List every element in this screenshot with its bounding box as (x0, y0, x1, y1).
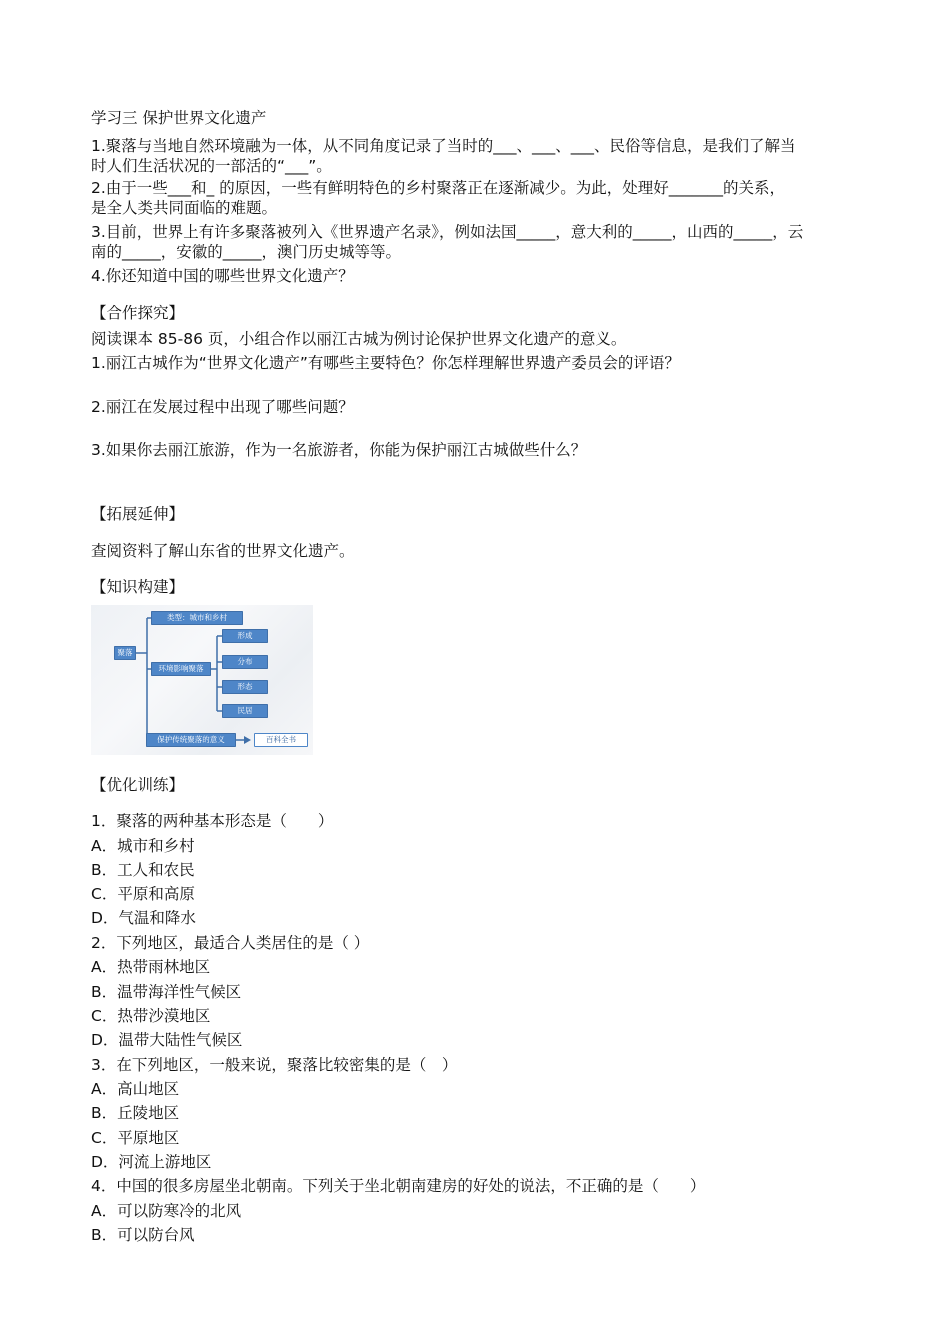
extension-heading: 【拓展延伸】 (91, 505, 185, 523)
question-stem: 2．下列地区，最适合人类居住的是（ ） (91, 934, 370, 952)
diagram-type: 类型：城市和乡村 (151, 611, 243, 625)
option: C．平原和高原 (91, 885, 195, 903)
option: D．河流上游地区 (91, 1153, 212, 1171)
cooperation-question-1: 1.丽江古城作为“世界文化遗产”有哪些主要特色？你怎样理解世界遗产委员会的评语？ (91, 354, 680, 372)
cooperation-intro: 阅读课本 85-86 页，小组合作以丽江古城为例讨论保护世界文化遗产的意义。 (91, 330, 627, 348)
cooperation-question-3: 3.如果你去丽江旅游，作为一名旅游者，你能为保护丽江古城做些什么？ (91, 441, 587, 459)
question-stem: 1．聚落的两种基本形态是（ ） (91, 812, 334, 830)
option: C．平原地区 (91, 1129, 180, 1147)
section-title: 学习三 保护世界文化遗产 (91, 109, 267, 127)
option: A．热带雨林地区 (91, 958, 211, 976)
diagram-protect: 保护传统聚落的意义 (146, 733, 236, 747)
option: B．温带海洋性气候区 (91, 983, 242, 1001)
option: B．可以防台风 (91, 1226, 195, 1244)
question-3-line-2: 南的_____，安徽的_____，澳门历史城等等。 (91, 243, 402, 261)
diagram-env-child: 民居 (222, 704, 268, 718)
option: A．城市和乡村 (91, 837, 195, 855)
diagram-encyclopedia: 百科全书 (254, 733, 308, 747)
knowledge-heading: 【知识构建】 (91, 578, 185, 596)
question-stem: 4．中国的很多房屋坐北朝南。下列关于坐北朝南建房的好处的说法，不正确的是（ ） (91, 1177, 706, 1195)
arrow-icon (244, 736, 251, 744)
extension-text: 查阅资料了解山东省的世界文化遗产。 (91, 542, 355, 560)
question-2-line-1: 2.由于一些___和_ 的原因，一些有鲜明特色的乡村聚落正在逐渐减少。为此，处理好_______的关系， (91, 179, 785, 197)
question-1-line-2: 时人们生活状况的一部活的“___”。 (91, 157, 332, 175)
cooperation-heading: 【合作探究】 (91, 304, 185, 322)
diagram-env-child: 形成 (222, 629, 268, 643)
option: B．丘陵地区 (91, 1104, 180, 1122)
diagram-root: 聚落 (114, 646, 136, 660)
question-stem: 3．在下列地区，一般来说，聚落比较密集的是（ ） (91, 1056, 458, 1074)
diagram-env-child: 形态 (222, 680, 268, 694)
option: A．高山地区 (91, 1080, 180, 1098)
diagram-env: 环境影响聚落 (151, 662, 211, 676)
diagram-env-child: 分布 (222, 655, 268, 669)
knowledge-diagram (91, 605, 313, 755)
question-3-line-1: 3.目前，世界上有许多聚落被列入《世界遗产名录》，例如法国_____，意大利的_____，山西的_____，云 (91, 223, 804, 241)
option: D．气温和降水 (91, 909, 196, 927)
option: C．热带沙漠地区 (91, 1007, 211, 1025)
cooperation-question-2: 2.丽江在发展过程中出现了哪些问题？ (91, 398, 354, 416)
question-1-line-1: 1.聚落与当地自然环境融为一体，从不同角度记录了当时的___、___、___、民俗等信息，是我们了解当 (91, 137, 796, 155)
question-2-line-2: 是全人类共同面临的难题。 (91, 199, 278, 217)
question-4: 4.你还知道中国的哪些世界文化遗产？ (91, 267, 354, 285)
option: A．可以防寒冷的北风 (91, 1202, 242, 1220)
option: B．工人和农民 (91, 861, 195, 879)
option: D．温带大陆性气候区 (91, 1031, 243, 1049)
training-heading: 【优化训练】 (91, 776, 185, 794)
